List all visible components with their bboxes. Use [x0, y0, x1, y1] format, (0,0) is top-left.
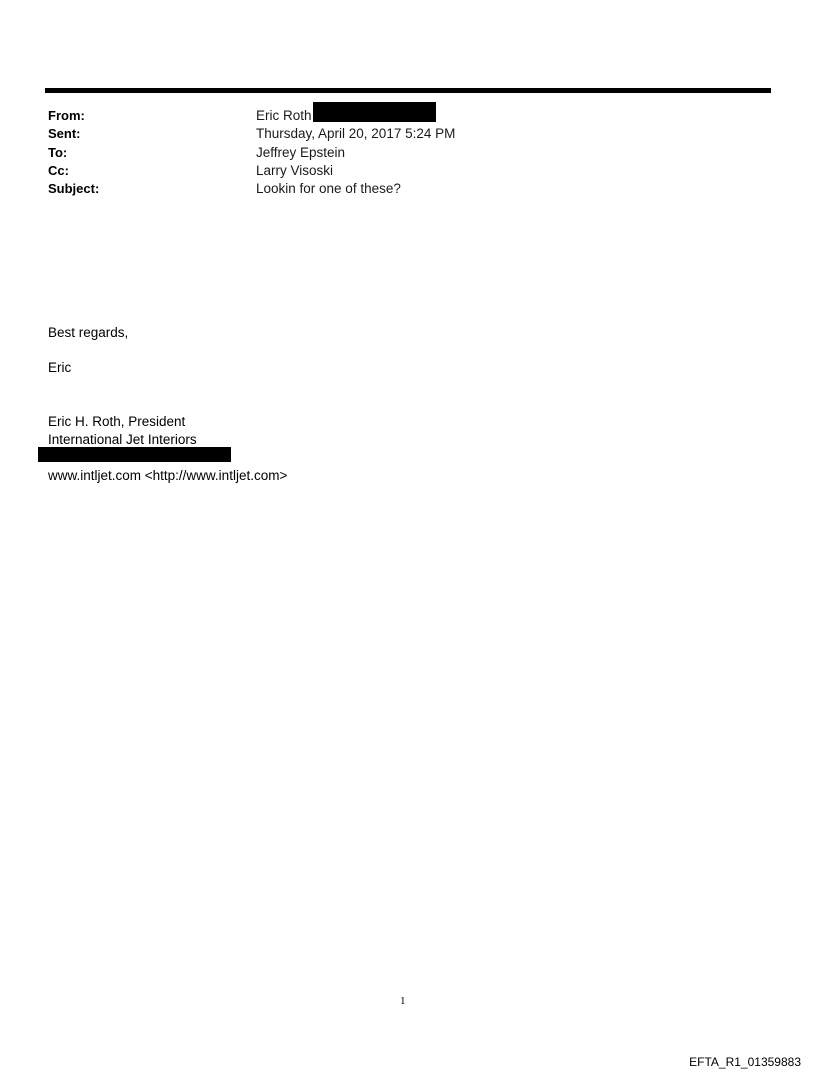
sender-name: Eric: [48, 360, 72, 375]
redaction-box: [38, 447, 231, 462]
signature-title: Eric H. Roth, President: [48, 414, 186, 429]
to-label: To:: [48, 145, 68, 160]
cc-label: Cc:: [48, 163, 69, 178]
from-value: Eric Roth: [256, 108, 312, 123]
document-id: EFTA_R1_01359883: [689, 1055, 801, 1069]
header-divider: [45, 88, 771, 93]
sent-label: Sent:: [48, 126, 81, 141]
to-value: Jeffrey Epstein: [256, 145, 346, 160]
cc-value: Larry Visoski: [256, 163, 334, 178]
redaction-box: [313, 102, 436, 122]
from-label: From:: [48, 108, 85, 123]
subject-label: Subject:: [48, 181, 100, 196]
website-link[interactable]: www.intljet.com <http://www.intljet.com>: [48, 468, 288, 483]
subject-value: Lookin for one of these?: [256, 181, 401, 196]
sent-value: Thursday, April 20, 2017 5:24 PM: [256, 126, 456, 141]
signature-company: International Jet Interiors: [48, 432, 197, 447]
closing-text: Best regards,: [48, 325, 129, 340]
page-number: 1: [400, 995, 406, 1007]
